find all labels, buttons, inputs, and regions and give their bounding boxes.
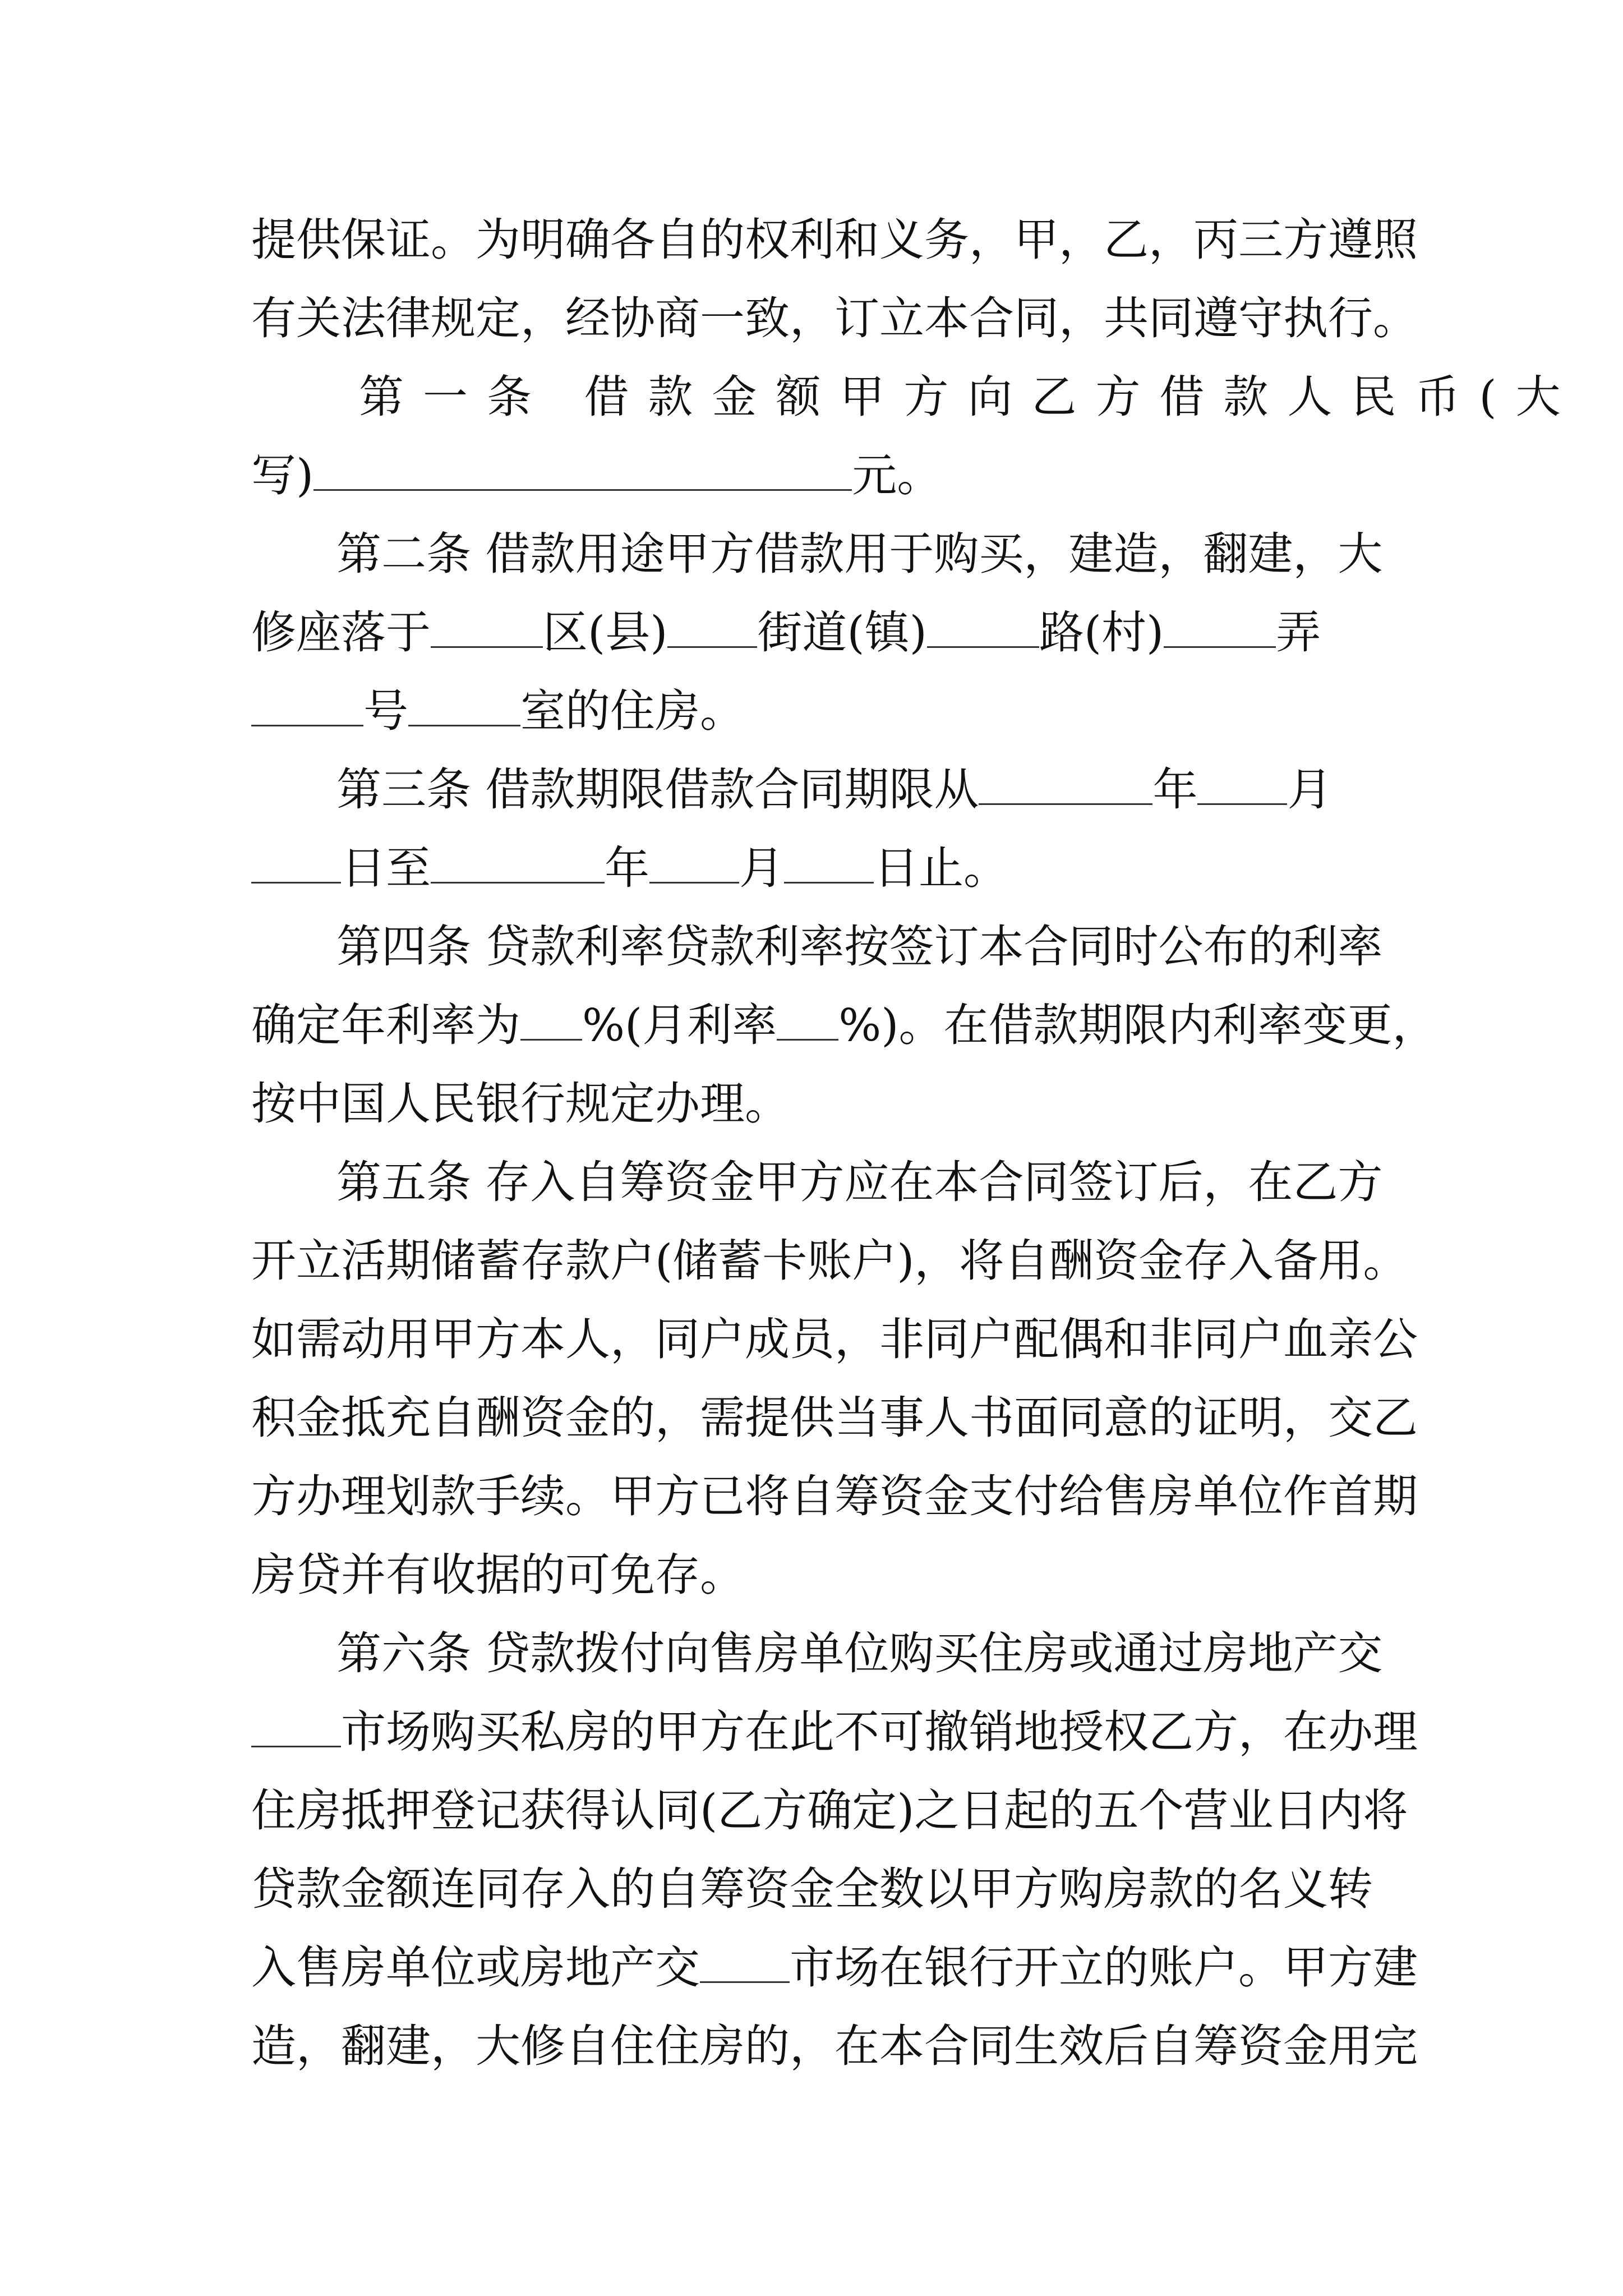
text-run: 贷款金额连同存入的自筹资金全数以甲方购房款的名义转 (251, 1863, 1373, 1915)
paragraph-line (251, 448, 1378, 504)
text-run: 月 (1287, 763, 1332, 816)
paragraph-line (251, 1704, 1418, 1760)
article-2-heading (336, 526, 1383, 582)
text-run: 日止。 (874, 842, 1008, 894)
text-run: 市场购买私房的甲方在此不可撤销地授权乙方，在办理 (341, 1706, 1418, 1758)
text-run: 第四条 贷款利率贷款利率按签订本合同时公布的利率 (336, 921, 1383, 973)
blank-field (777, 1000, 838, 1041)
blank-field (1164, 607, 1276, 648)
text-run: 有关法律规定，经协商一致，订立本合同，共同遵守执行。 (251, 292, 1418, 344)
blank-field (313, 450, 852, 491)
blank-field (408, 685, 520, 726)
text-run: 开立活期储蓄存款户(储蓄卡账户)，将自酬资金存入备用。 (251, 1235, 1408, 1287)
text-run: 月 (739, 842, 784, 894)
text-run: 日至 (341, 842, 431, 894)
text-run: 积金抵充自酬资金的，需提供当事人书面同意的证明，交乙 (251, 1392, 1418, 1444)
paragraph-line (251, 997, 1437, 1053)
paragraph-line (251, 605, 1378, 661)
article-5-heading (336, 1154, 1383, 1211)
blank-field (700, 1942, 790, 1983)
text-run: 方办理划款手续。甲方已将自筹资金支付给售房单位作首期 (251, 1470, 1418, 1522)
text-run: 元。 (852, 449, 942, 501)
text-run: 写) (251, 449, 314, 501)
text-run: 弄 (1276, 606, 1321, 659)
paragraph-line (251, 1390, 1418, 1446)
text-run: %(月利率 (582, 999, 777, 1051)
text-run: 按中国人民银行规定办理。 (251, 1078, 790, 1130)
text-run: 住房抵押登记获得认同(乙方确定)之日起的五个营业日内将 (251, 1784, 1408, 1837)
blank-field (667, 607, 757, 648)
text-run: 第六条 贷款拨付向售房单位购买住房或通过房地产交 (336, 1627, 1383, 1680)
text-run: 年 (1152, 763, 1198, 816)
paragraph-line (251, 840, 1378, 896)
article-4-heading (336, 919, 1383, 975)
paragraph-line (251, 1783, 1408, 1839)
paragraph-line (251, 1940, 1418, 1996)
text-run: 如需动用甲方本人，同户成员，非同户配偶和非同户血亲公 (251, 1313, 1418, 1365)
paragraph-line (251, 683, 1378, 739)
blank-field (979, 764, 1152, 805)
text-run: %)。在借款期限内利率变更， (838, 999, 1437, 1051)
article-6-heading (336, 1626, 1383, 1682)
blank-field (251, 1706, 341, 1747)
blank-field (520, 1000, 582, 1041)
text-run: 第一条 借款金额甲方向乙方借款人民币(大 (359, 371, 1580, 423)
text-run: 第二条 借款用途甲方借款用于购买，建造，翻建，大 (336, 528, 1383, 580)
text-run: 确定年利率为 (251, 999, 520, 1051)
paragraph-line (251, 212, 1418, 268)
text-run: 年 (605, 842, 649, 894)
text-run: 造，翻建，大修自住住房的，在本合同生效后自筹资金用完 (251, 2020, 1418, 2072)
paragraph-line (251, 1547, 1378, 1603)
text-run: 第五条 存入自筹资金甲方应在本合同签订后，在乙方 (336, 1156, 1383, 1208)
text-run: 市场在银行开立的账户。甲方建 (790, 1941, 1418, 1994)
article-1-heading (359, 369, 1580, 425)
text-run: 提供保证。为明确各自的权利和义务，甲，乙，丙三方遵照 (251, 214, 1418, 266)
paragraph-line (251, 1076, 1378, 1132)
paragraph-line (251, 1233, 1408, 1289)
paragraph-line (251, 291, 1418, 347)
text-run: 号 (363, 685, 408, 737)
blank-field (784, 843, 874, 884)
paragraph-line (251, 1312, 1418, 1368)
text-run: 房贷并有收据的可免存。 (251, 1549, 745, 1601)
text-run: 修座落于 (251, 606, 431, 659)
blank-field (927, 607, 1039, 648)
paragraph-line (251, 1469, 1418, 1525)
text-run: 入售房单位或房地产交 (251, 1941, 700, 1994)
blank-field (649, 843, 739, 884)
paragraph-line (251, 1861, 1378, 1917)
blank-field (431, 843, 605, 884)
text-run: 室的住房。 (520, 685, 745, 737)
text-run: 路(村) (1039, 606, 1164, 659)
blank-field (251, 843, 341, 884)
blank-field (1197, 764, 1287, 805)
text-run: 街道(镇) (757, 606, 927, 659)
text-run: 区(县) (543, 606, 668, 659)
blank-field (251, 685, 363, 726)
article-3-heading (336, 762, 1378, 818)
paragraph-line (251, 2018, 1418, 2074)
blank-field (431, 607, 543, 648)
text-run: 第三条 借款期限借款合同期限从 (336, 763, 979, 816)
